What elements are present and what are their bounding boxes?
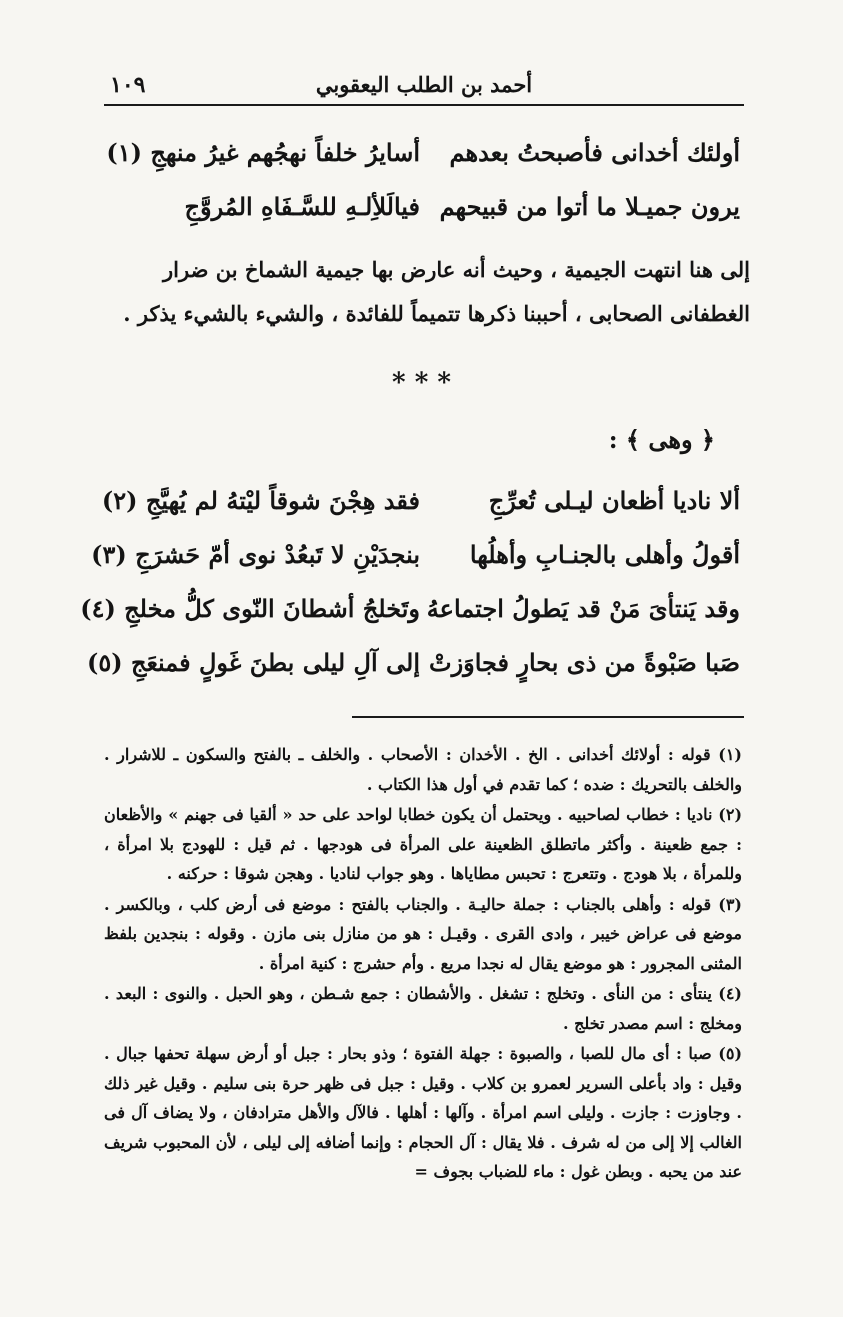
verse-second-hemistich: بنجدَيْنِ لا تَبعُدْ نوى أمّ حَشرَجِ (٣) (91, 540, 420, 569)
verse-line (91, 540, 740, 586)
verse-line (86, 648, 740, 694)
verse-line (80, 594, 740, 640)
verse-second-hemistich: أسايرُ خلفاً نهجُهم غيرُ منهجِ (١) (106, 138, 420, 167)
section-separator: * * * (392, 368, 451, 398)
verse-first-hemistich: أقولُ وأهلى بالجنـابِ وأهلُها (469, 540, 740, 569)
verse-first-hemistich: أولئك أخدانى فأصبحتُ بعدهم (449, 138, 740, 167)
footnote: (٣) قوله : وأهلى بالجناب : جملة حاليـة . والجناب بالفتح : موضع فى أرض كلب ، وبالكسر . موضع فى عراض خيبر ، وادى القرى . وقيـل : هو من منازل بنى مازن . وقوله : بنجدين بلفظ المثنى المجرور : هو موضع يقال له نجدا مريع . وأم حشرج : كنية امرأة . (104, 894, 743, 973)
verse-second-hemistich: فقد هِجْنَ شوقاً ليْتهُ لم يُهيَّجِ (٢) (101, 486, 420, 515)
footnotes (104, 740, 742, 1188)
verse-line (101, 486, 740, 532)
verse-first-hemistich: وقد يَنتأىَ مَنْ قد يَطولُ اجتماعهُ (426, 594, 740, 623)
footnote: (٤) ينتأى : من النأى . وتخلج : تشغل . والأشطان : جمع شـطن ، وهو الحبل . والنوى : البعد . ومخلج : اسم مصدر تخلج . (104, 984, 742, 1033)
footnote: (٢) ناديا : خطاب لصاحبيه . ويحتمل أن يكون خطابا لواحد على حد « ألقيا فى جهنم » والأظعان : جمع ظعينة . وأكثر ماتطلق الظعينة على المرأة فى هودجها . ثم قيل : للهودج بلا امرأة ، وللمرأة ، بلا هودج . وتتعرج : تحبس مطاياها . وهو جواب لناديا . وهجن شوقا : حركنه . (104, 805, 743, 883)
running-title: أحمد بن الطلب اليعقوبي (315, 72, 533, 97)
verse-first-hemistich: صَبا صَبْوةً من ذى بحارٍ فجاوَزتْ (428, 648, 740, 677)
footnote: (١) قوله : أولائك أخدانى . الخ . الأخدان : الأصحاب . والخلف ـ بالفتح والسكون ـ للاشرار . والخلف بالتحريك : ضده ؛ كما تقدم في أول هذا الكتاب . (104, 745, 742, 794)
verse-line (106, 138, 740, 184)
prose-paragraph: إلى هنا انتهت الجيمية ، وحيث أنه عارض بها جيمية الشماخ بن ضرار الغطفانى الصحابى ، أحببنا ذكرها تتميماً للفائدة ، والشيء بالشيء يذكر . (123, 257, 750, 326)
page-header (104, 66, 744, 106)
page-number: ١٠٩ (110, 72, 146, 98)
verse-first-hemistich: يرون جميـلا ما أتوا من قبيحهم (439, 192, 740, 221)
verse-second-hemistich: فيالَلأِلـهِ للسَّـفَاهِ المُروَّجِ (184, 192, 420, 221)
verse-second-hemistich: وتَخلجُ أشطانَ النّوى كلُّ مخلجِ (٤) (80, 594, 420, 623)
header-rule (104, 104, 744, 106)
verse-first-hemistich: ألا ناديا أظعان ليـلى تُعرِّجِ (488, 486, 740, 515)
section-heading: ﴿ وهى ﴾ : (608, 425, 715, 454)
verse-second-hemistich: إلى آلِ ليلى بطنَ غَولٍ فمنعَجِ (٥) (86, 648, 420, 677)
footnote-rule (352, 716, 744, 718)
verse-line (110, 192, 740, 238)
footnote: (٥) صبا : أى مال للصبا ، والصبوة : جهلة الفتوة ؛ وذو بحار : جبل أو أرض سهلة تحفها جبال . وقيل : واد بأعلى السرير لعمرو بن كلاب . وقيل : جبل فى ظهر حرة بنى سليم . وقيل غير ذلك . وجاوزت : جازت . وليلى اسم امرأة . وآلها : أهلها . فالآل والأهل مترادفان ، ولا يضاف آل فى الغالب إلا إلى من له شرف . فلا يقال : آل الحجام : وإنما أضافه إلى ليلى ، لأن المحبوب شريف عند من يحبه . وبطن غول : ماء للضباب بجوف = (104, 1044, 743, 1181)
